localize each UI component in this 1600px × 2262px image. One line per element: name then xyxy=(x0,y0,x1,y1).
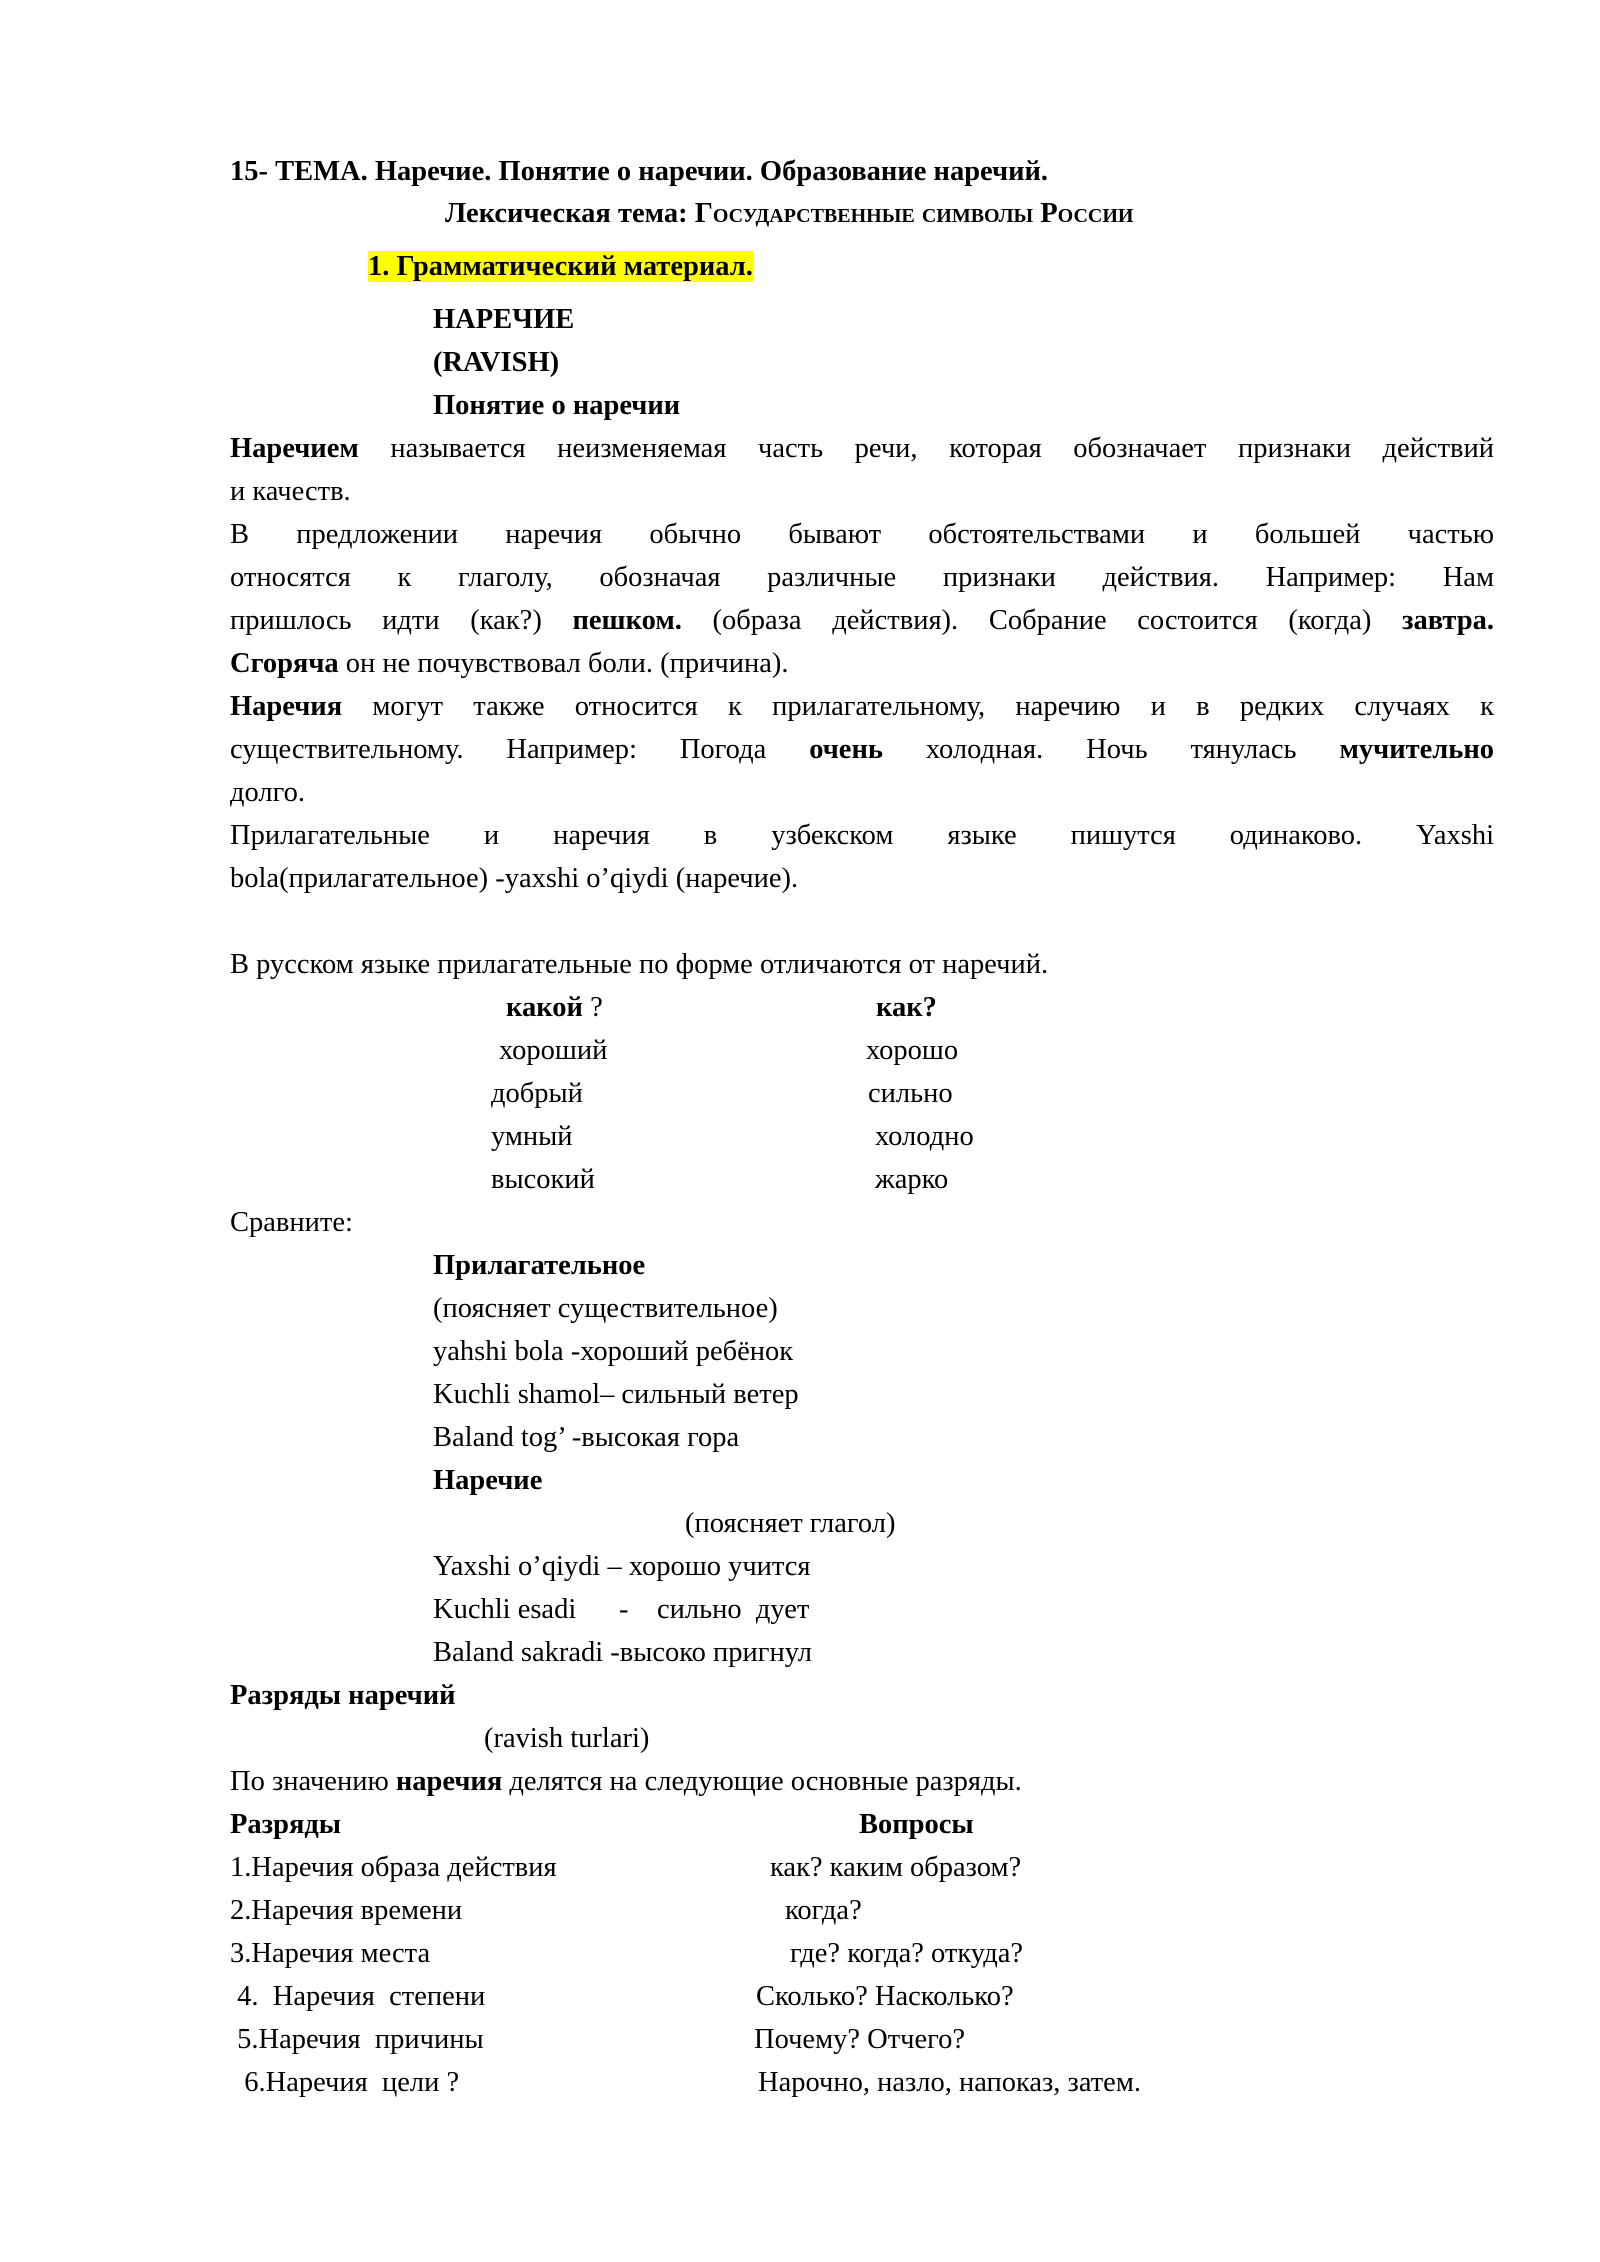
category-name: 5.Наречия причины xyxy=(230,2024,484,2055)
adverb-example: сильно xyxy=(868,1078,953,1109)
category-name: 1.Наречия образа действия xyxy=(230,1852,557,1883)
text: пришлось идти (как?) xyxy=(230,605,573,636)
categories-title: Разряды наречий xyxy=(230,1680,456,1711)
compare-adj-title: Прилагательное xyxy=(433,1250,646,1281)
section-heading-highlight: 1. Грамматический материал. xyxy=(368,251,753,282)
adj-head-q: ? xyxy=(582,992,603,1023)
compare-label: Сравните: xyxy=(230,1207,353,1238)
category-question: Почему? Отчего? xyxy=(754,2024,966,2055)
lexical-value: Государственные символы России xyxy=(694,198,1134,229)
lexical-label: Лексическая тема: xyxy=(445,198,695,229)
paragraph-4-line-2: bola(прилагательное) -yaxshi o’qiydi (наречие). xyxy=(230,863,799,894)
category-question: где? когда? откуда? xyxy=(790,1938,1024,1969)
adjective-example: умный xyxy=(491,1121,573,1152)
compare-adv-note: (поясняет глагол) xyxy=(685,1508,896,1539)
paragraph-3-line-1 xyxy=(230,685,1494,728)
paragraph-2-line-4 xyxy=(230,642,788,685)
term-narechiya: Наречия xyxy=(230,691,343,722)
compare-adj-example: Kuchli shamol– сильный ветер xyxy=(433,1379,799,1410)
category-question: как? каким образом? xyxy=(770,1852,1022,1883)
comparison-intro: В русском языке прилагательные по форме отличаются от наречий. xyxy=(230,949,1049,980)
text: По значению xyxy=(230,1766,396,1797)
adverb-example: жарко xyxy=(875,1164,949,1195)
text: (образа действия). Собрание состоится (когда) xyxy=(681,605,1403,636)
example-ochen: очень xyxy=(809,734,883,765)
category-question: Сколько? Насколько? xyxy=(756,1981,1014,2012)
topic-number: 15- ТЕМА xyxy=(230,156,361,187)
paragraph-4-line-1: Прилагательные и наречия в узбекском языке пишутся одинаково. Yaxshi xyxy=(230,820,1494,851)
categories-subtitle: (ravish turlari) xyxy=(484,1723,650,1754)
title-narechie: НАРЕЧИЕ xyxy=(433,304,575,335)
lexical-topic xyxy=(445,192,1134,235)
term-narechiya: наречия xyxy=(395,1766,503,1797)
topic-title: . Наречие. Понятие о наречии. Образование наречий. xyxy=(360,156,1049,187)
paragraph-2-line-2: относятся к глаголу, обозначая различные признаки действия. Например: Нам xyxy=(230,562,1494,593)
compare-adv-example: Baland sakradi -высоко пригнул xyxy=(433,1637,812,1668)
term-narechiem: Наречием xyxy=(230,433,359,464)
compare-adj-example: Baland tog’ -высокая гора xyxy=(433,1422,740,1453)
adjective-example: хороший xyxy=(499,1035,608,1066)
categories-intro xyxy=(230,1760,1022,1803)
paragraph-3-line-2 xyxy=(230,728,1494,771)
compare-adj-example: yahshi bola -хороший ребёнок xyxy=(433,1336,794,1367)
compare-adv-example: Yaxshi o’qiydi – хорошо учится xyxy=(433,1551,811,1582)
example-peshkom: пешком. xyxy=(572,605,682,636)
example-sgoryacha: Сгоряча xyxy=(230,648,339,679)
adverb-column-head: как? xyxy=(876,992,937,1023)
text: существительному. Например: Погода xyxy=(230,734,810,765)
text: он не почувствовал боли. (причина). xyxy=(338,648,789,679)
definition-line-2: и качеств. xyxy=(230,476,351,507)
adjective-example: высокий xyxy=(491,1164,595,1195)
category-name: 4. Наречия степени xyxy=(230,1981,486,2012)
category-name: 3.Наречия места xyxy=(230,1938,431,1969)
topic-heading xyxy=(230,150,1048,193)
adjective-column-head xyxy=(506,986,603,1029)
adj-head: какой xyxy=(506,992,583,1023)
example-muchitelno: мучительно xyxy=(1339,734,1494,765)
text: делятся на следующие основные разряды. xyxy=(502,1766,1022,1797)
definition-line xyxy=(230,427,1494,470)
section-heading xyxy=(368,245,753,288)
category-name: 2.Наречия времени xyxy=(230,1895,463,1926)
categories-col-head-question: Вопросы xyxy=(859,1809,974,1840)
text: могут также относится к прилагательному, наречию и в редких случаях к xyxy=(342,691,1494,722)
compare-adv-example: Kuchli esadi - сильно дует xyxy=(433,1594,810,1625)
compare-adj-note: (поясняет существительное) xyxy=(433,1293,778,1324)
categories-col-head-name: Разряды xyxy=(230,1809,342,1840)
title-ponyatie: Понятие о наречии xyxy=(433,390,681,421)
paragraph-2-line-1: В предложении наречия обычно бывают обстоятельствами и большей частью xyxy=(230,519,1494,550)
adverb-example: холодно xyxy=(875,1121,974,1152)
definition-text: называется неизменяемая часть речи, которая обозначает признаки действий xyxy=(358,433,1494,464)
category-question: Нарочно, назло, напоказ, затем. xyxy=(758,2067,1141,2098)
paragraph-2-line-3 xyxy=(230,599,1494,642)
adjective-example: добрый xyxy=(491,1078,583,1109)
example-zavtra: завтра. xyxy=(1402,605,1494,636)
category-question: когда? xyxy=(785,1895,862,1926)
adverb-example: хорошо xyxy=(866,1035,959,1066)
paragraph-3-line-3: долго. xyxy=(230,777,305,808)
category-name: 6.Наречия цели ? xyxy=(230,2067,460,2098)
text: холодная. Ночь тянулась xyxy=(882,734,1340,765)
title-ravish: (RAVISH) xyxy=(433,347,560,378)
compare-adv-title: Наречие xyxy=(433,1465,543,1496)
